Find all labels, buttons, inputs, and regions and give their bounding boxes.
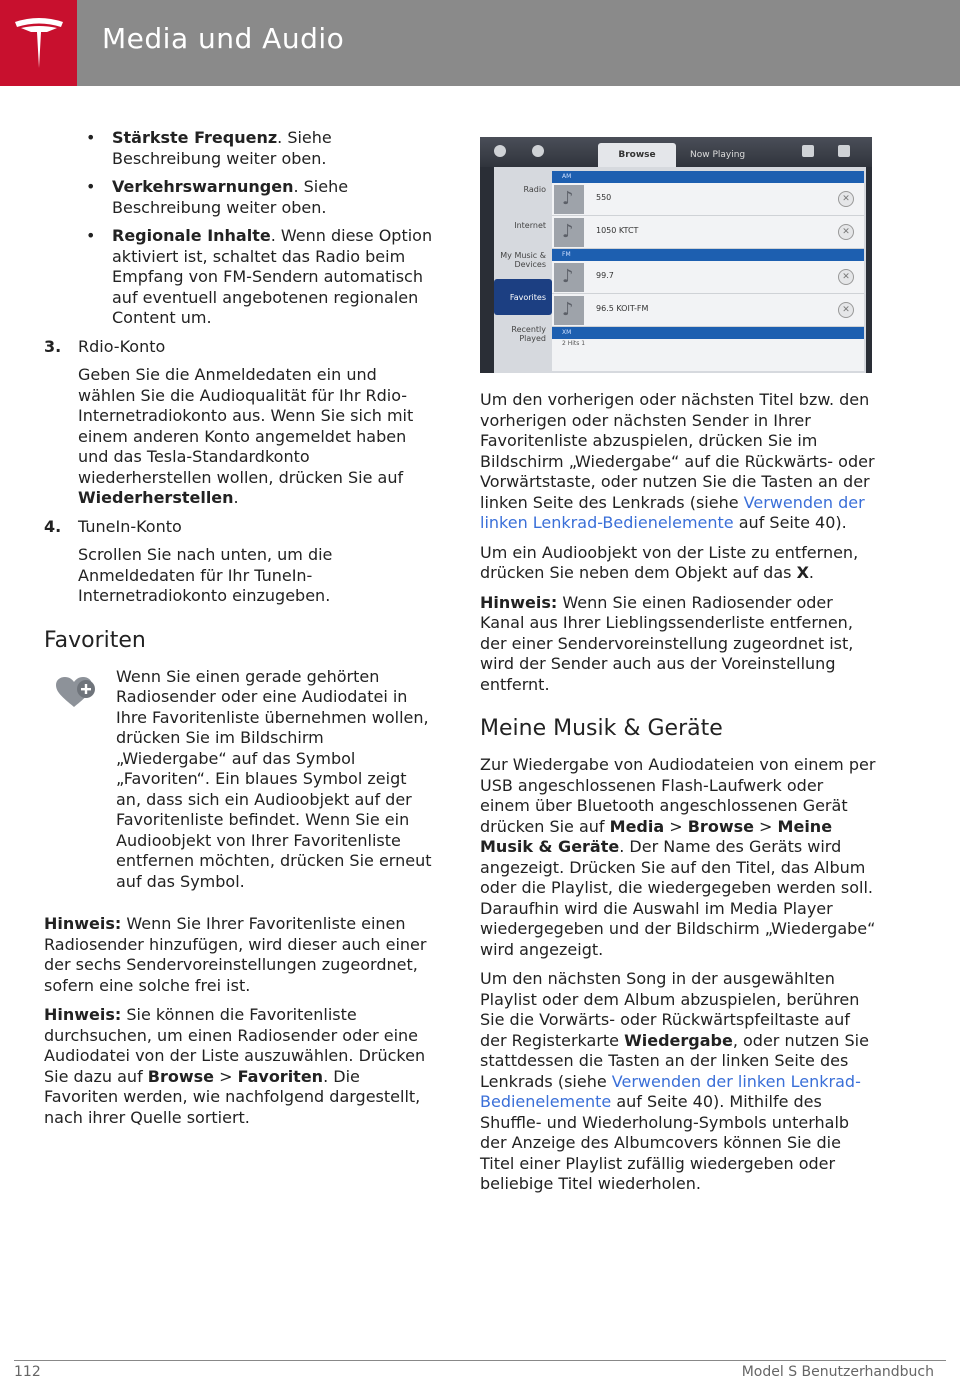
favoriten-description <box>44 667 436 893</box>
playlist-icon <box>838 145 850 157</box>
group-header: AM <box>552 171 864 183</box>
paragraph: Um ein Audioobjekt von der Liste zu entfernen, drücken Sie neben dem Objekt auf das X. <box>480 542 859 582</box>
station-name: 99.7 <box>596 271 614 280</box>
note: Hinweis: Wenn Sie Ihrer Favoritenliste einen Radiosender hinzufügen, wird dieser auch einer der sechs Sendervoreinstellungen zugeordnet, sofern eine solche frei ist. <box>44 914 427 995</box>
paragraph: Zur Wiedergabe von Audiodateien von einem per USB angeschlossenen Flash-Laufwerk oder einem über Bluetooth angeschlossenen Gerät drücken Sie auf Media > Browse > Meine Musik & Geräte. Der Name des Geräts wird angezeigt. Drücken Sie auf den Titel, das Album oder die Playlist, die wiedergegeben werden soll. Daraufhin wird die Auswahl im Media Player wiedergegeben und der Bildschirm „Wiedergabe“ wird angezeigt. <box>480 755 876 959</box>
remove-icon[interactable]: ✕ <box>838 302 854 318</box>
remove-icon[interactable]: ✕ <box>838 191 854 207</box>
tab-browse[interactable]: Browse <box>598 143 676 167</box>
meine-musik-heading: Meine Musik & Geräte <box>480 716 723 741</box>
equalizer-icon <box>802 145 814 157</box>
sidebar-item-my-music[interactable]: My Music & Devices <box>500 251 546 269</box>
group-header: XM <box>552 327 864 339</box>
favorites-list <box>552 171 864 371</box>
browse-panel <box>494 167 866 373</box>
footer-title: Model S Benutzerhandbuch <box>741 1364 934 1380</box>
right-column <box>480 360 876 1204</box>
link-lenkrad[interactable]: Verwenden der linken Lenkrad-Bedienelemente <box>480 1071 861 1111</box>
paragraph: Um den nächsten Song in der ausgewählten Playlist oder dem Album abzuspielen, berühren Sie die Vorwärts- oder Rückwärtspfeiltaste auf der Registerkarte Wiedergabe, oder nutzen Sie stattdessen die Tasten an der linken Seite des Lenkrads (siehe Verwenden der linken Lenkrad-Bedienelemente auf Seite 40). Mithilfe des Shuffle- und Wiederholung-Symbols unterhalb der Anzeige des Albumcovers können Sie die Titel einer Playlist zufällig wiedergeben oder beliebige Titel wiederholen. <box>480 969 869 1193</box>
bullet-text: . Siehe Beschreibung weiter oben. <box>112 128 332 168</box>
tesla-logo <box>0 0 77 86</box>
bullet-term: Stärkste Frequenz <box>112 128 278 147</box>
item-number: 4. <box>44 516 62 536</box>
group-header: FM <box>552 249 864 261</box>
screen-topbar <box>480 137 872 167</box>
paragraph: Um den vorherigen oder nächsten Titel bzw. den vorherigen oder nächsten Sender in Ihrer Favoritenliste abzuspielen, drücken Sie im Bildschirm „Wiedergabe“ auf die Rückwärts- oder Vorwärtstaste, oder nutzen Sie die Tasten an der linken Seite des Lenkrads (siehe Verwenden der linken Lenkrad-Bedienelemente auf Seite 40). <box>480 390 875 532</box>
heart-plus-icon <box>56 677 98 709</box>
page-header <box>0 0 960 86</box>
sidebar-item-recently-played[interactable]: Recently Played <box>511 325 546 343</box>
station-name: 550 <box>596 193 612 202</box>
bullet-item: • Verkehrswarnungen. Siehe Beschreibung weiter oben. <box>86 177 349 217</box>
link-lenkrad[interactable]: Verwenden der linken Lenkrad-Bedienelemente <box>480 492 865 532</box>
item-title: TuneIn-Konto <box>78 516 182 536</box>
favoriten-text: Wenn Sie einen gerade gehörten Radiosender oder eine Audiodatei in Ihre Favoritenliste übernehmen wollen, drücken Sie im Bildschirm „Wiedergabe“ auf das Symbol „Favoriten“. Ein blaues Symbol zeigt an, dass sich ein Audioobjekt auf der Favoritenliste befindet. Wenn Sie ein Audioobjekt von Ihrer Favoritenliste entfernen möchten, drücken Sie erneut auf das Symbol. <box>116 666 432 891</box>
tab-now-playing[interactable]: Now Playing <box>690 150 746 160</box>
station-name: 1050 KTCT <box>596 226 639 235</box>
bullet-term: Regionale Inhalte <box>112 226 271 245</box>
numbered-item <box>44 517 436 538</box>
remove-icon[interactable]: ✕ <box>838 224 854 240</box>
media-browse-screenshot <box>480 137 872 373</box>
music-note-icon: ♪ <box>554 296 584 325</box>
station-name: 96.5 KOIT-FM <box>596 304 649 313</box>
heart-icon <box>494 145 506 157</box>
list-item[interactable] <box>552 216 864 249</box>
note: Hinweis: Sie können die Favoritenliste durchsuchen, um einen Radiosender oder eine Audiodatei von der Liste auszuwählen. Drücken Sie dazu auf Browse > Favoriten. Die Favoriten werden, wie nachfolgend dargestellt, nach ihrer Quelle sortiert. <box>44 1005 426 1127</box>
left-column <box>44 128 436 1137</box>
music-note-icon: ♪ <box>554 218 584 247</box>
sidebar-item-radio[interactable]: Radio <box>523 185 546 194</box>
remove-icon[interactable]: ✕ <box>838 269 854 285</box>
clock-icon <box>532 145 544 157</box>
list-item[interactable] <box>552 261 864 294</box>
list-item[interactable] <box>552 294 864 327</box>
bullet-text: . Siehe Beschreibung weiter oben. <box>112 177 349 217</box>
bullet-text: . Wenn diese Option aktiviert ist, schaltet das Radio beim Empfang von FM-Sendern automatisch auf eventuell angebotenen regionalen Content um. <box>112 226 433 327</box>
item-number: 3. <box>44 336 62 356</box>
partial-row: 2 Hits 1 <box>562 340 586 347</box>
list-item[interactable] <box>552 183 864 216</box>
item-title: Rdio-Konto <box>78 336 166 356</box>
footer-divider <box>14 1360 946 1361</box>
bullet-term: Verkehrswarnungen <box>112 177 294 196</box>
favoriten-heading: Favoriten <box>44 627 146 653</box>
bullet-item: • Regionale Inhalte. Wenn diese Option aktiviert ist, schaltet das Radio beim Empfang von FM-Sendern automatisch auf eventuell angebotenen regionalen Content um. <box>86 226 433 327</box>
bullet-item: • Stärkste Frequenz. Siehe Beschreibung weiter oben. <box>86 128 332 168</box>
sidebar-item-favorites[interactable]: Favorites <box>494 279 552 315</box>
music-note-icon: ♪ <box>554 185 584 214</box>
section-title: Media und Audio <box>102 22 345 55</box>
numbered-item <box>44 337 436 358</box>
item-body: Scrollen Sie nach unten, um die Anmeldedaten für Ihr TuneIn-Internetradiokonto einzugeben. <box>78 545 333 605</box>
source-sidebar <box>494 171 552 371</box>
item-body: Geben Sie die Anmeldedaten ein und wählen Sie die Audioqualität für Ihr Rdio-Internetradiokonto aus. Wenn Sie sich mit einem anderen Konto angemeldet haben und das Tesla-Standardkonto wiederherstellen wollen, drücken Sie auf Wiederherstellen. <box>78 365 414 507</box>
music-note-icon: ♪ <box>554 263 584 292</box>
note: Hinweis: Wenn Sie einen Radiosender oder Kanal aus Ihrer Lieblingssenderliste entfernen, der einer Sendervoreinstellung zugeordnet ist, wird der Sender auch aus der Voreinstellung entfernt. <box>480 592 854 694</box>
page-number: 112 <box>14 1364 41 1380</box>
sidebar-item-internet[interactable]: Internet <box>514 221 546 230</box>
tesla-logo-icon <box>13 16 65 70</box>
